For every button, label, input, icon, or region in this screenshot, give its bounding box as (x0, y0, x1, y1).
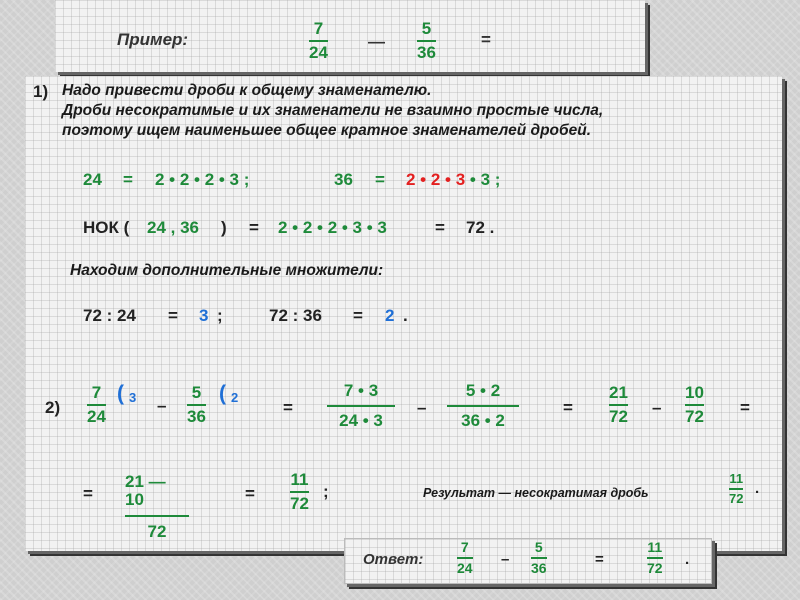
fraction-bar (457, 557, 473, 559)
equals-sign: = (83, 484, 93, 503)
step-1-number: 1) (33, 82, 49, 101)
multiplier-2-expr: 72 : 36 (269, 306, 322, 325)
fraction-denominator: 72 (609, 406, 628, 426)
multiplier-2-mark: 2 (231, 390, 239, 405)
factor-24-rhs: 2 • 2 • 2 • 3 ; (155, 170, 250, 189)
minus-sign: – (417, 398, 427, 417)
example-fraction-1 (309, 20, 328, 62)
example-panel (55, 0, 645, 72)
multiplier-1-value: 3 (199, 306, 209, 325)
lcm-result: 72 . (466, 218, 495, 237)
step-1-line-1: Надо привести дроби к общему знаменателю. (62, 82, 432, 99)
answer-fraction-1 (457, 540, 473, 575)
equals-sign: = (283, 398, 293, 417)
answer-label: Ответ: (363, 551, 424, 568)
result-note-fraction (729, 472, 743, 505)
step-2-fraction-2 (187, 384, 206, 426)
fraction-numerator: 21 (609, 383, 628, 402)
factor-36-rest: • 3 ; (465, 170, 501, 189)
difference-fraction (125, 473, 189, 541)
fraction-numerator: 21 — 10 (125, 472, 166, 509)
fraction-numerator: 5 (534, 539, 543, 555)
lcm-equals: = (249, 218, 259, 237)
fraction-bar (125, 515, 189, 517)
multiplier-bracket-1: ( (117, 382, 124, 405)
multiplier-1-mark: 3 (129, 390, 137, 405)
result-note-dot: . (755, 480, 760, 497)
result-fraction-2 (685, 384, 704, 426)
fraction-numerator: 5 (421, 19, 432, 38)
lcm-product: 2 • 2 • 2 • 3 • 3 (278, 218, 387, 237)
lcm-equals-2: = (435, 218, 445, 237)
minus-sign: – (501, 551, 510, 568)
fraction-bar (447, 405, 519, 407)
fraction-denominator: 36 (417, 42, 436, 62)
lcm-args: 24 , 36 (147, 218, 199, 237)
fraction-bar (327, 405, 395, 407)
fraction-denominator: 24 (309, 42, 328, 62)
fraction-denominator: 36 • 2 (461, 410, 505, 430)
factor-36-equals: = (375, 170, 385, 189)
answer-fraction-2 (531, 540, 547, 575)
answer-panel (344, 538, 712, 584)
fraction-denominator: 24 • 3 (339, 410, 383, 430)
fraction-denominator: 72 (647, 559, 663, 576)
fraction-numerator: 7 (460, 539, 469, 555)
fraction-bar (187, 404, 206, 406)
fraction-denominator: 24 (457, 559, 473, 576)
final-fraction (290, 471, 309, 513)
step-1-line-3: поэтому ищем наименьшее общее кратное знаменателей дробей. (62, 122, 592, 139)
multiplier-2-end: . (403, 306, 408, 325)
fraction-denominator: 72 (290, 493, 309, 513)
equals-sign: = (740, 398, 750, 417)
minus-sign: – (652, 398, 662, 417)
example-fraction-2 (417, 20, 436, 62)
fraction-numerator: 11 (647, 539, 663, 555)
multipliers-heading: Находим дополнительные множители: (70, 262, 384, 279)
step-2-number: 2) (45, 398, 61, 417)
multiplier-1-expr: 72 : 24 (83, 306, 136, 325)
multiplier-1-equals: = (168, 306, 178, 325)
lcm-close: ) (221, 218, 227, 237)
fraction-bar (685, 404, 704, 406)
multiplier-2-equals: = (353, 306, 363, 325)
minus-sign: — (368, 32, 385, 51)
multiplier-bracket-2: ( (219, 382, 226, 405)
fraction-denominator: 72 (147, 521, 167, 541)
equals-sign: = (245, 484, 255, 503)
expanded-fraction-1 (327, 382, 395, 430)
fraction-numerator: 5 (191, 383, 202, 402)
fraction-numerator: 5 • 2 (465, 381, 501, 400)
fraction-numerator: 11 (290, 470, 309, 489)
common-factors: 2 • 2 • 3 (406, 170, 466, 189)
fraction-denominator: 72 (685, 406, 704, 426)
factor-36-lhs: 36 (334, 170, 353, 189)
semicolon: ; (323, 482, 329, 501)
equals-sign: = (595, 551, 604, 568)
result-fraction-1 (609, 384, 628, 426)
equals-sign: = (481, 30, 491, 49)
fraction-numerator: 7 (313, 19, 324, 38)
solution-panel (25, 76, 782, 551)
result-note: Результат — несократимая дробь (423, 486, 649, 500)
minus-sign: – (157, 396, 167, 415)
answer-result-fraction (647, 540, 663, 575)
fraction-bar (609, 404, 628, 406)
step-2-fraction-1 (87, 384, 106, 426)
fraction-bar (290, 491, 309, 493)
fraction-bar (729, 488, 743, 490)
example-label: Пример: (117, 30, 189, 49)
answer-dot: . (685, 551, 690, 568)
fraction-numerator: 10 (685, 383, 704, 402)
fraction-denominator: 72 (729, 490, 744, 506)
fraction-bar (87, 404, 106, 406)
step-1-line-2: Дроби несократимые и их знаменатели не взаимно простые числа, (62, 102, 604, 119)
equals-sign: = (563, 398, 573, 417)
lcm-label: НОК ( (83, 218, 130, 237)
fraction-bar (531, 557, 547, 559)
multiplier-1-end: ; (217, 306, 223, 325)
fraction-numerator: 7 • 3 (343, 381, 379, 400)
expanded-fraction-2 (447, 382, 519, 430)
fraction-denominator: 36 (531, 559, 547, 576)
fraction-bar (647, 557, 663, 559)
fraction-numerator: 7 (91, 383, 102, 402)
multiplier-2-value: 2 (385, 306, 395, 325)
fraction-bar (417, 40, 436, 42)
factor-24-lhs: 24 (83, 170, 102, 189)
fraction-denominator: 36 (187, 406, 206, 426)
fraction-numerator: 11 (729, 471, 744, 486)
fraction-denominator: 24 (87, 406, 106, 426)
factor-24-equals: = (123, 170, 133, 189)
fraction-bar (309, 40, 328, 42)
factor-36-rhs (406, 170, 500, 190)
